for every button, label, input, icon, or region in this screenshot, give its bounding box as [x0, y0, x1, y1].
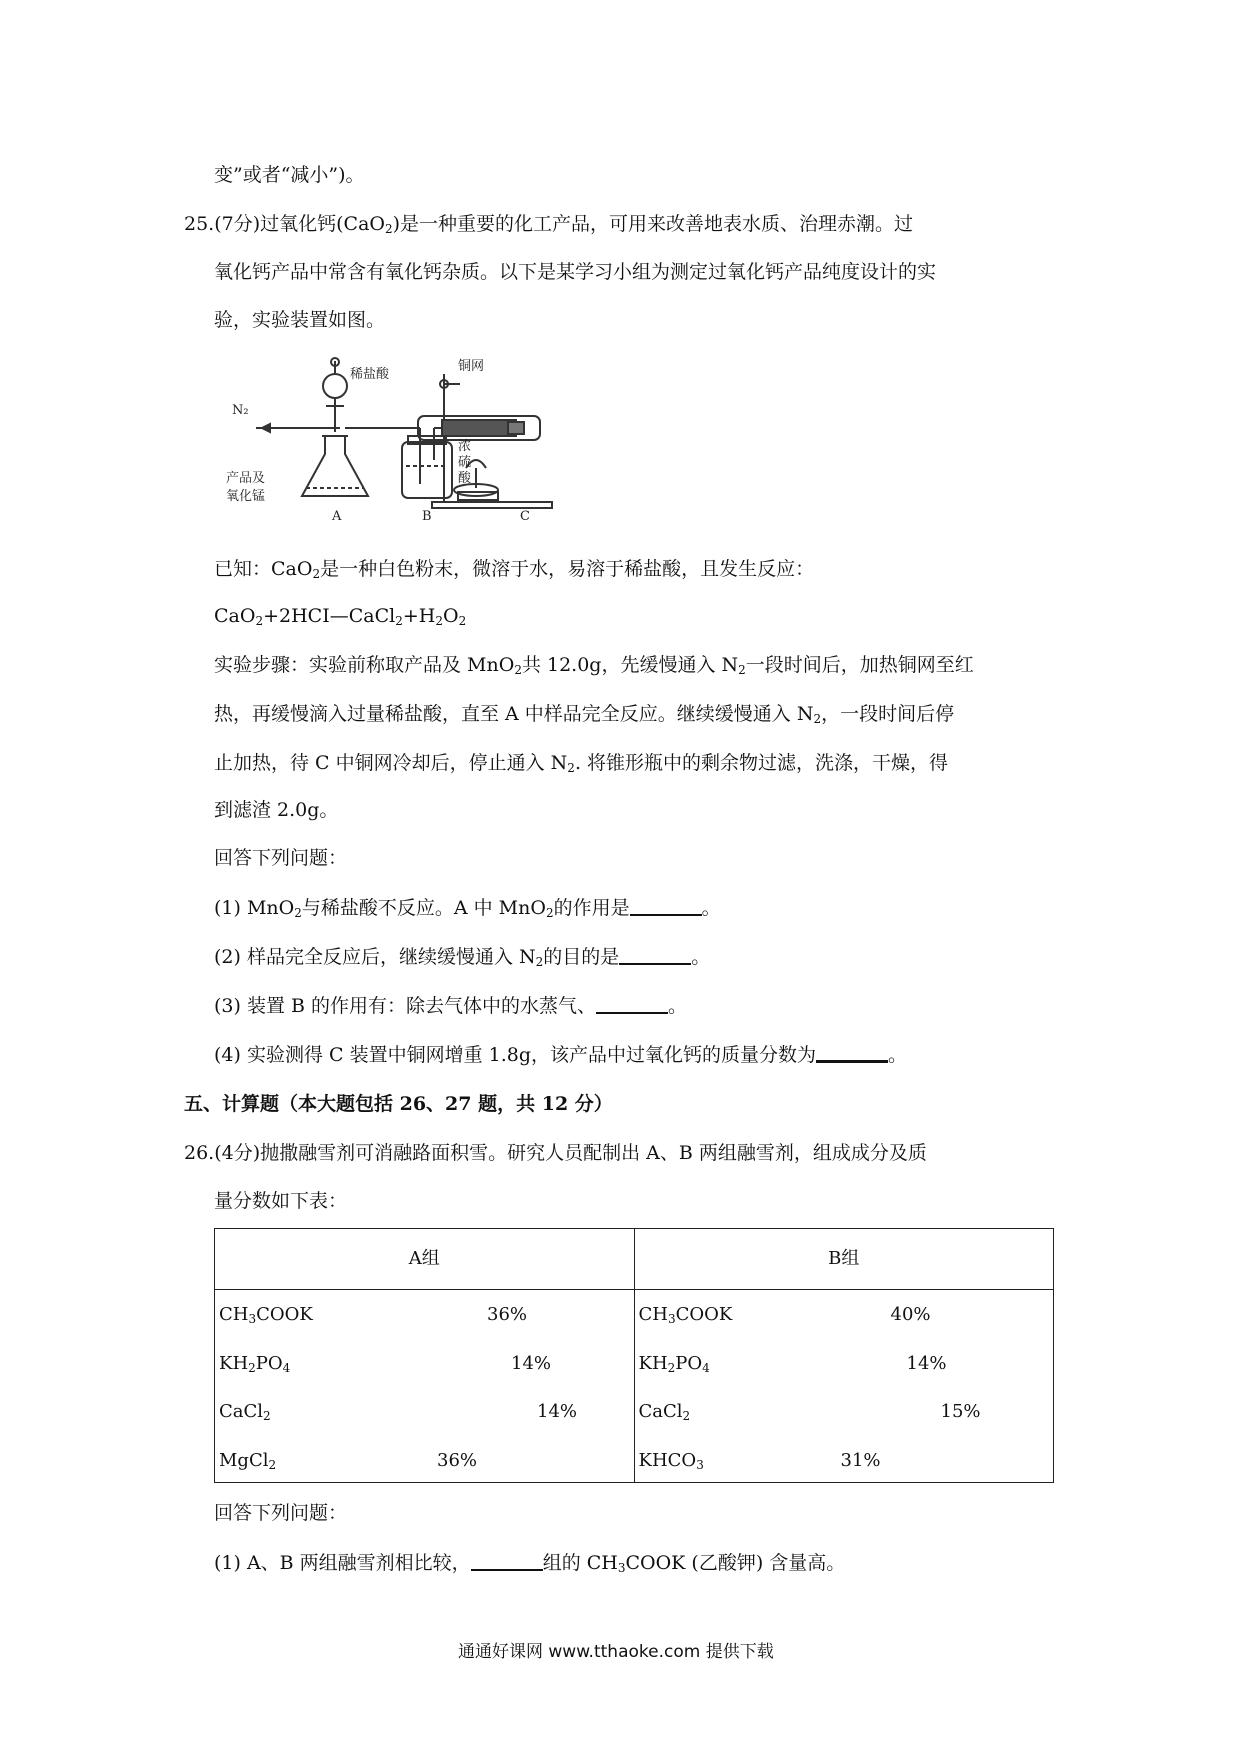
table-row: $CH_3COOK$: [219, 1304, 313, 1326]
table-row: $CH_3COOK$: [638, 1304, 733, 1326]
label-b: B: [422, 509, 432, 524]
answer-blank[interactable]: [471, 1551, 543, 1571]
table-row: $KH_2PO_4$: [638, 1353, 710, 1375]
percent-value: 14%: [906, 1353, 947, 1374]
sub-question-4: (4) 实验测得 C 装置中铜网增重 1.8g，该产品中过氧化钙的质量分数为 。: [214, 1044, 908, 1066]
step-line3: 止加热，待 C 中铜网冷却后，停止通入 $N_2$. 将锥形瓶中的剩余物过滤，洗涤，干燥，得: [214, 752, 949, 775]
percent-value: 36%: [487, 1304, 528, 1325]
text-line: 变”或者“减小”)。: [214, 164, 365, 186]
table-header-b: B组: [634, 1229, 1054, 1290]
sub-question-2: (2) 样品完全反应后，继续缓慢通入 $N_2$的目的是 。: [214, 946, 711, 969]
table-cell-b: [634, 1290, 1054, 1483]
percent-value: 14%: [537, 1401, 578, 1422]
sub-question-1: (1) MnO$_2$与稀盐酸不反应。A 中 MnO$_2$的作用是 。: [214, 897, 721, 920]
label-n2: N₂: [232, 403, 249, 418]
label-product-2: 氧化锰: [226, 489, 266, 504]
label-c: C: [520, 509, 530, 524]
question-26-line1: 26.(4分)抛撒融雪剂可消融路面积雪。研究人员配制出 A、B 两组融雪剂，组成成分及质: [184, 1142, 927, 1164]
label-copper: 铜网: [458, 359, 485, 374]
section-title: 五、计算题（本大题包括 26、27 题，共 12 分）: [184, 1093, 613, 1115]
answer-intro: 回答下列问题：: [214, 847, 348, 869]
percent-value: 31%: [840, 1450, 881, 1471]
apparatus-figure: [222, 356, 592, 526]
label-conc-3: 酸: [458, 471, 472, 486]
arrow-icon: [262, 424, 270, 432]
answer-blank[interactable]: [630, 896, 702, 916]
question-26-sub-1: (1) A、B 两组融雪剂相比较， 组的 $CH_3COOK$ (乙酸钾) 含量高。: [214, 1552, 846, 1575]
footer-text: 通通好课网 www.tthaoke.com 提供下载: [458, 1642, 774, 1662]
question-25-line2: 氧化钙产品中常含有氧化钙杂质。以下是某学习小组为测定过氧化钙产品纯度设计的实: [214, 261, 937, 283]
table-cell-a: [215, 1290, 635, 1483]
percent-value: 15%: [940, 1401, 981, 1422]
known-line: 已知：CaO$_2$是一种白色粉末，微溶于水，易溶于稀盐酸，且发生反应：: [214, 558, 815, 581]
answer-intro-2: 回答下列问题：: [214, 1502, 348, 1524]
label-conc-1: 浓: [458, 439, 472, 454]
step-line1: 实验步骤：实验前称取产品及 MnO$_2$共 12.0g，先缓慢通入 $N_2$一段时间后，加热铜网至红: [214, 654, 974, 677]
question-25-line3: 验，实验装置如图。: [214, 309, 386, 331]
equation-line: $CaO_2+2HCI—CaCl_2+H_2O_2$: [214, 605, 467, 628]
table-row: CaCl$_2$: [219, 1401, 271, 1423]
percent-value: 14%: [511, 1353, 552, 1374]
label-product-1: 产品及: [226, 471, 266, 486]
label-acid: 稀盐酸: [350, 367, 390, 382]
table-row: $KH_2PO_4$: [219, 1353, 291, 1375]
answer-blank[interactable]: [619, 945, 691, 965]
table-header-a: A组: [215, 1229, 635, 1290]
percent-value: 36%: [437, 1450, 478, 1471]
table-row: CaCl$_2$: [638, 1401, 691, 1423]
question-26-line2: 量分数如下表：: [214, 1190, 348, 1212]
step-line4: 到滤渣 2.0g。: [214, 799, 339, 821]
sub-question-3: (3) 装置 B 的作用有：除去气体中的水蒸气、 。: [214, 995, 688, 1017]
percent-value: 40%: [890, 1304, 931, 1325]
label-conc-2: 硫: [458, 455, 472, 470]
step-line2: 热，再缓慢滴入过量稀盐酸，直至 A 中样品完全反应。继续缓慢通入 $N_2$，一段时间后停: [214, 703, 955, 726]
composition-table: [214, 1228, 1054, 1483]
label-a: A: [332, 509, 342, 524]
question-25-line1: 25.(7分)过氧化钙(CaO$_2$)是一种重要的化工产品，可用来改善地表水质、治理赤潮。过: [184, 213, 914, 236]
table-row: MgCl$_2$: [219, 1450, 277, 1472]
answer-blank[interactable]: [596, 994, 668, 1014]
table-row: $KHCO_3$: [638, 1450, 704, 1472]
answer-blank[interactable]: [816, 1042, 888, 1063]
